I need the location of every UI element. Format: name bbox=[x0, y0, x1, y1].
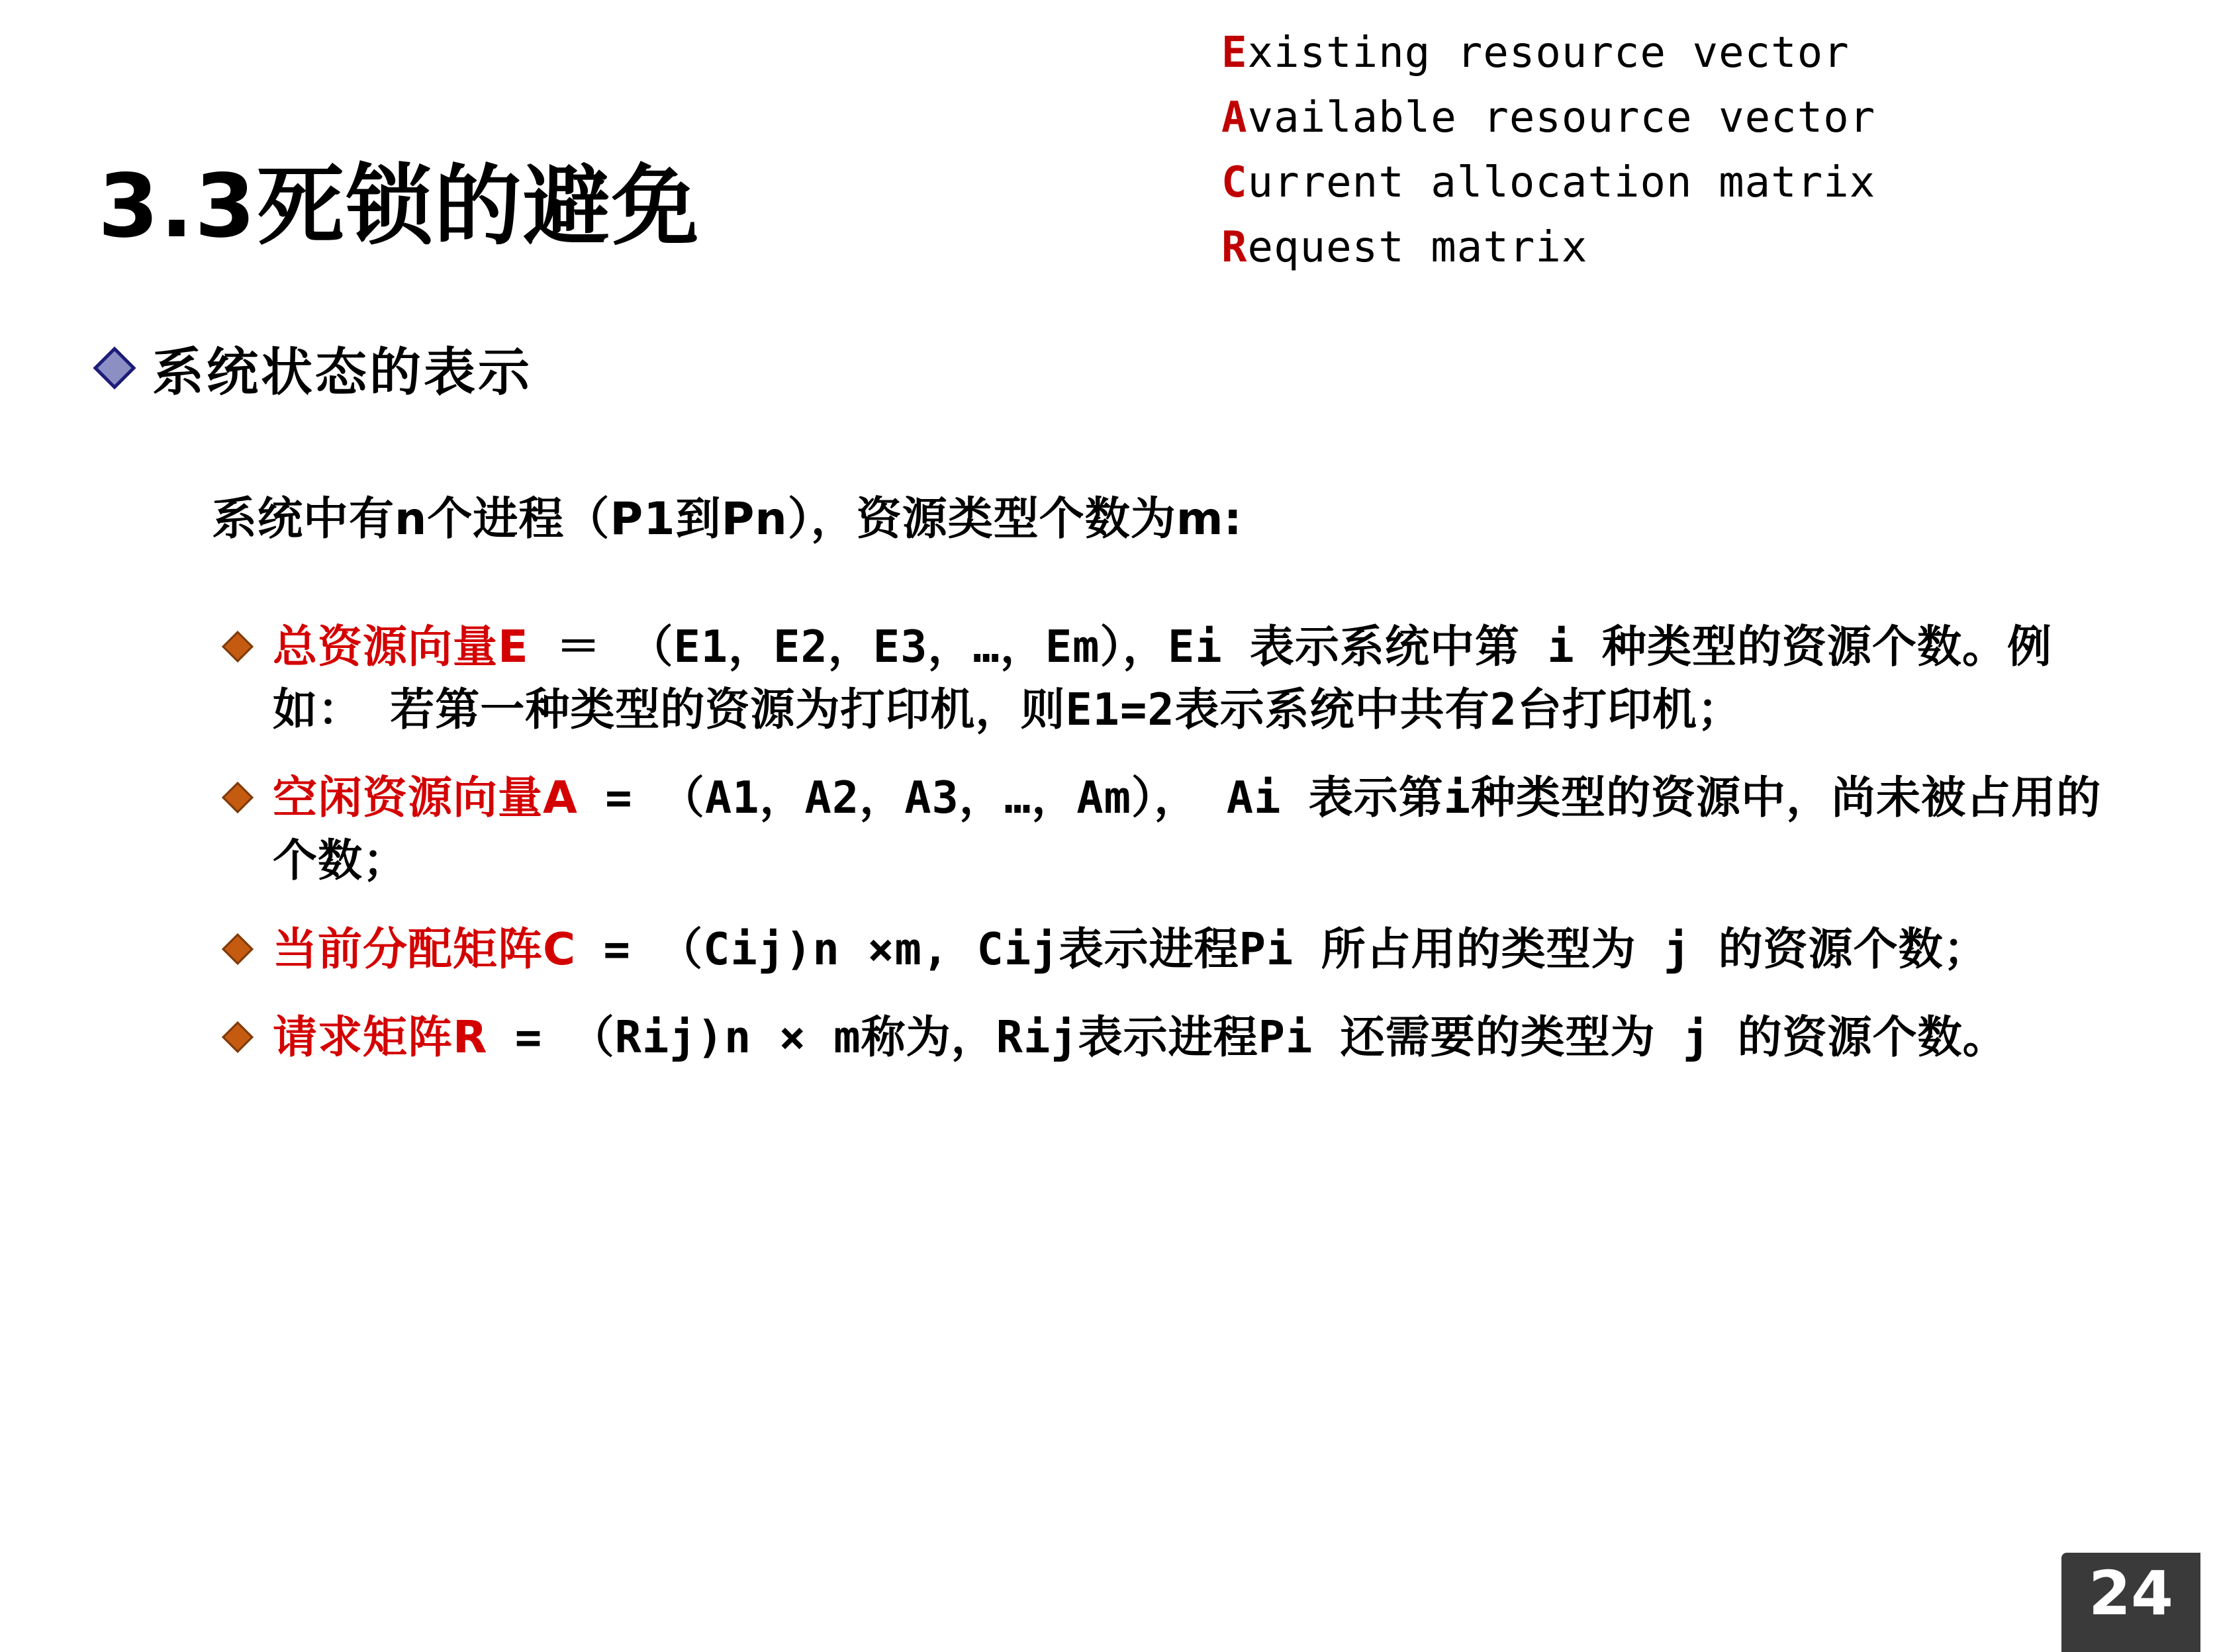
diamond-bullet-icon bbox=[93, 346, 136, 389]
list-item-body: ＝ （E1，E2，E3，…，Em），Ei 表示系统中第 i 种类型的资源个数。例如： 若第一种类型的资源为打印机，则E1=2表示系统中共有2台打印机； bbox=[273, 621, 2053, 736]
legend-item bbox=[1221, 91, 2175, 146]
section-heading bbox=[99, 331, 532, 405]
legend-item bbox=[1221, 26, 2175, 81]
list-item-body: = （Cij)n ×m, Cij表示进程Pi 所占用的类型为 j 的资源个数； bbox=[576, 923, 1989, 975]
intro-text: 系统中有n个进程（P1到Pn），资源类型个数为m: bbox=[212, 493, 1243, 545]
list-item-body: = （A1，A2，A3，…，Am）， Ai 表示第i种类型的资源中，尚未被占用的个数； bbox=[273, 772, 2102, 887]
list-item bbox=[218, 918, 2118, 981]
list-item-body: = （Rij)n × m称为，Rij表示进程Pi 还需要的类型为 j 的资源个数。 bbox=[487, 1011, 2008, 1063]
legend-item bbox=[1221, 221, 2175, 275]
legend-text: xisting resource vector bbox=[1247, 28, 1850, 77]
legend-text: urrent allocation matrix bbox=[1247, 158, 1876, 207]
section-heading-label: 系统状态的表示 bbox=[152, 343, 533, 402]
diamond-bullet-icon bbox=[222, 933, 254, 964]
list-item-lead: 当前分配矩阵C bbox=[273, 923, 577, 975]
list-item bbox=[218, 766, 2118, 892]
list-item-lead: 请求矩阵R bbox=[273, 1011, 488, 1063]
diamond-bullet-icon bbox=[222, 1021, 254, 1053]
list-item bbox=[218, 616, 2118, 741]
diamond-bullet-icon bbox=[222, 631, 254, 663]
diamond-bullet-icon bbox=[222, 782, 254, 813]
list-item-lead: 空闲资源向量A bbox=[273, 772, 578, 824]
list-item bbox=[218, 1006, 2118, 1069]
list-item-lead: 总资源向量E bbox=[273, 621, 529, 672]
legend-list bbox=[1221, 26, 2175, 286]
legend-text: vailable resource vector bbox=[1247, 93, 1876, 142]
page-title: 3.3死锁的避免 bbox=[98, 156, 700, 257]
legend-text: equest matrix bbox=[1247, 222, 1588, 272]
legend-initial: C bbox=[1221, 158, 1248, 207]
legend-initial: A bbox=[1221, 93, 1248, 142]
legend-initial: E bbox=[1221, 28, 1248, 77]
page-number: 24 bbox=[2061, 1553, 2200, 1652]
legend-initial: R bbox=[1221, 222, 1248, 272]
legend-item bbox=[1221, 156, 2175, 210]
bullet-list bbox=[218, 616, 2118, 1094]
